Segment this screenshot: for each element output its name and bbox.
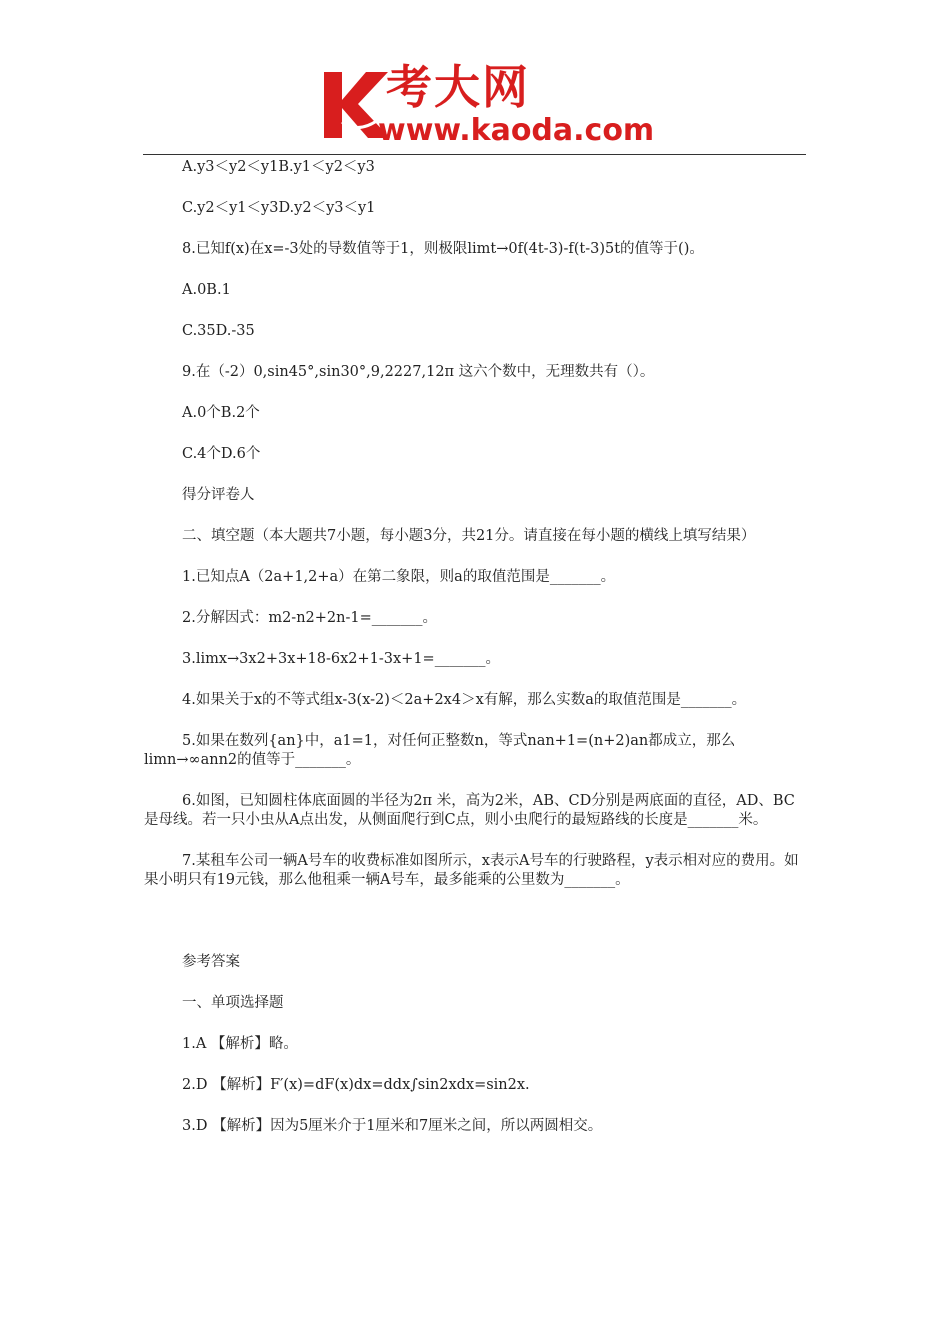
question-9: 9.在（-2）0,sin45°,sin30°,9,2227,12π 这六个数中，无理数共有（）。: [182, 364, 655, 380]
answer-1: 1.A 【解析】略。: [182, 1036, 298, 1052]
fill-question-5: 5.如果在数列{an}中，a1=1，对任何正整数n，等式nan+1=(n+2)an都成立，那么limn→∞ann2的值等于_______。: [144, 733, 736, 768]
fill-question-6: 6.如图，已知圆柱体底面圆的半径为2π 米，高为2米，AB、CD分别是两底面的直径，AD、BC是母线。若一只小虫从A点出发，从侧面爬行到C点，则小虫爬行的最短路线的长度是_______米。: [144, 793, 795, 828]
answer-2: 2.D 【解析】F′(x)=dF(x)dx=ddx∫sin2xdx=sin2x.: [182, 1077, 530, 1093]
fill-question-7: 7.某租车公司一辆A号车的收费标准如图所示，x表示A号车的行驶路程，y表示相对应的费用。如果小明只有19元钱，那么他租乘一辆A号车，最多能乘的公里数为_______。: [144, 853, 799, 888]
fill-question-3: 3.limx→3x2+3x+18-6x2+1-3x+1=_______。: [182, 651, 500, 667]
option-line-9ab: A.0个B.2个: [182, 405, 260, 421]
section-2-heading: 二、填空题（本大题共7小题，每小题3分，共21分。请直接在每小题的横线上填写结果）: [182, 528, 756, 544]
document-body: [144, 157, 808, 1136]
option-line-9cd: C.4个D.6个: [182, 446, 261, 462]
kaoda-logo[interactable]: [318, 60, 655, 148]
fill-question-4: 4.如果关于x的不等式组x-3(x-2)＜2a+2x4＞x有解，那么实数a的取值范围是_______。: [182, 692, 747, 708]
option-line-7cd: C.y2＜y1＜y3D.y2＜y3＜y1: [182, 200, 376, 216]
option-line-8ab: A.0B.1: [182, 282, 231, 298]
answers-section-1: 一、单项选择题: [182, 995, 284, 1011]
option-line-8cd: C.35D.-35: [182, 323, 255, 339]
question-8: 8.已知f(x)在x=-3处的导数值等于1，则极限limt→0f(4t-3)-f(t-3)5t的值等于()。: [182, 241, 704, 257]
answers-heading: 参考答案: [182, 954, 240, 970]
header-divider: [143, 154, 806, 155]
logo-chinese-text: 考大网: [386, 60, 530, 114]
page-header: [0, 0, 950, 156]
fill-question-1: 1.已知点A（2a+1,2+a）在第二象限，则a的取值范围是_______。: [182, 569, 616, 585]
logo-url-text: www.kaoda.com: [378, 113, 655, 148]
option-line-7ab: A.y3＜y2＜y1B.y1＜y2＜y3: [182, 159, 375, 175]
fill-question-2: 2.分解因式：m2-n2+2n-1=_______。: [182, 610, 438, 626]
score-reviewer-label: 得分评卷人: [182, 487, 255, 503]
answer-3: 3.D 【解析】因为5厘米介于1厘米和7厘米之间，所以两圆相交。: [182, 1118, 603, 1134]
